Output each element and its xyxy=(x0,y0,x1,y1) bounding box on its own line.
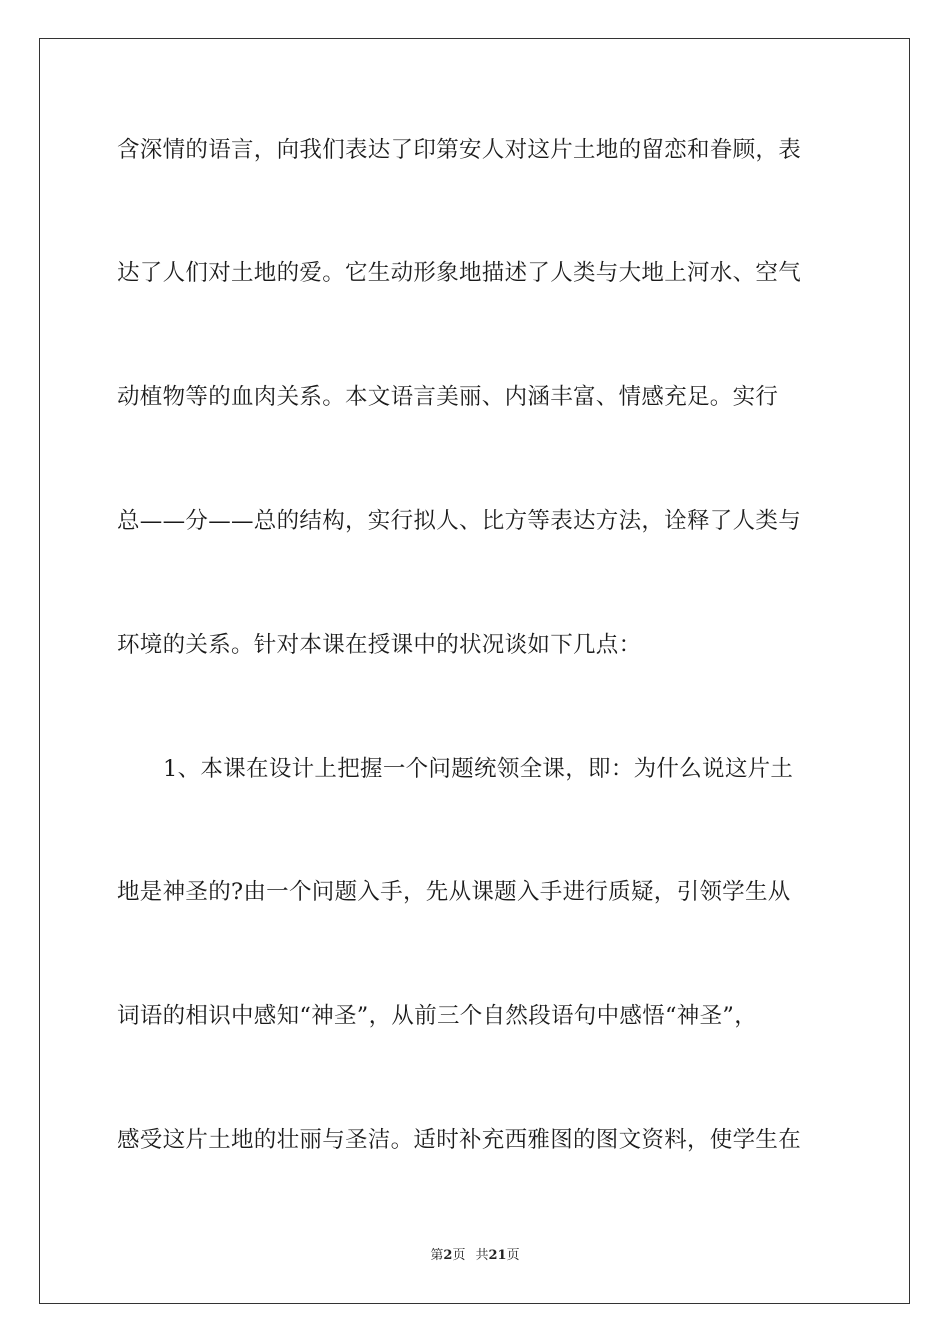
footer-page-suffix: 页 xyxy=(452,1248,466,1263)
page-footer xyxy=(0,1247,950,1265)
paragraph-line-6: 1、本课在设计上把握一个问题统领全课，即：为什么说这片土 xyxy=(163,756,794,782)
paragraph-line-2: 达了人们对土地的爱。它生动形象地描述了人类与大地上河水、空气 xyxy=(117,260,802,286)
footer-total-prefix: 共 xyxy=(475,1248,489,1263)
paragraph-line-5: 环境的关系。针对本课在授课中的状况谈如下几点： xyxy=(117,632,642,658)
paragraph-line-9: 感受这片土地的壮丽与圣洁。适时补充西雅图的图文资料，使学生在 xyxy=(117,1127,802,1153)
footer-total-pages: 21 xyxy=(488,1248,507,1263)
paragraph-line-8: 词语的相识中感知“神圣”，从前三个自然段语句中感悟“神圣”， xyxy=(117,1003,758,1029)
footer-total-suffix: 页 xyxy=(506,1248,520,1263)
paragraph-line-7: 地是神圣的?由一个问题入手，先从课题入手进行质疑，引领学生从 xyxy=(117,879,791,905)
paragraph-line-4: 总——分——总的结构，实行拟人、比方等表达方法，诠释了人类与 xyxy=(117,508,802,534)
paragraph-line-1: 含深情的语言，向我们表达了印第安人对这片土地的留恋和眷顾，表 xyxy=(117,137,802,163)
page-border xyxy=(39,38,910,1304)
footer-page-prefix: 第 xyxy=(430,1248,444,1263)
paragraph-line-3: 动植物等的血肉关系。本文语言美丽、内涵丰富、情感充足。实行 xyxy=(117,384,779,410)
footer-page-number: 2 xyxy=(443,1248,453,1263)
